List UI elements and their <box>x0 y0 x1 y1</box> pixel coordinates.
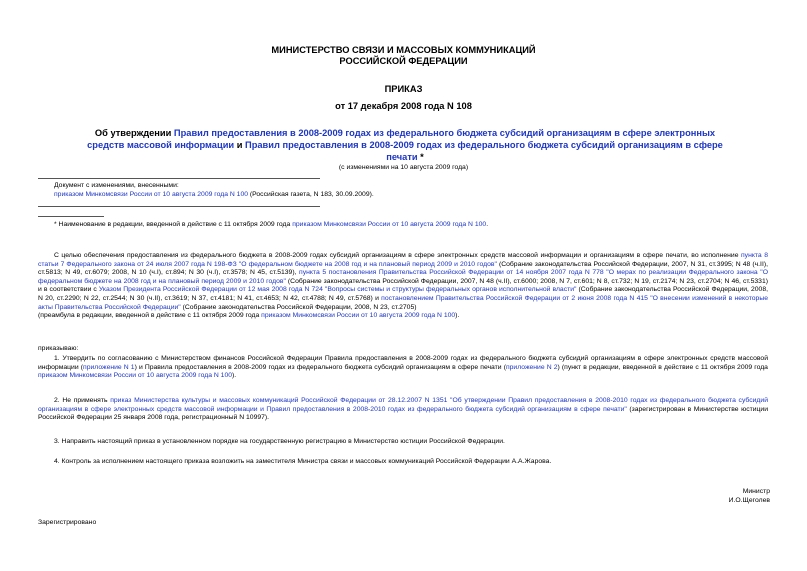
changes-link[interactable]: приказом Минкомсвязи России от 10 августа 2009 года N 100 <box>54 190 249 198</box>
doc-type: ПРИКАЗ <box>384 84 423 94</box>
appendix-2-link[interactable]: приложение N 2 <box>505 363 558 371</box>
item-1 <box>38 355 768 381</box>
resolution-415-link[interactable]: постановлением Правительства Российской Федерации от 2 июня 2008 года N 415 "О внесении изменений в некоторые акты Правительства Российской Федерации" <box>38 294 768 311</box>
item-2-text: (зарегистрирован в Министерстве юстиции Российской Федерации 25 января 2008 года, регистрационный N 10997). <box>38 405 768 422</box>
item-1-text: ) (пункт в редакции, введенной в действие с 11 октября 2009 года <box>557 363 768 371</box>
registered-label: Зарегистрировано <box>38 519 97 526</box>
title-mid: и <box>234 140 246 150</box>
changes-tail: (Российская газета, N 183, 30.09.2009). <box>248 190 374 198</box>
footnote-link[interactable]: приказом Минкомсвязи России от 10 августа 2009 года N 100 <box>292 221 487 228</box>
edition-note: (с изменениями на 10 августа 2009 года) <box>338 164 469 171</box>
preamble-text: (Собрание законодательства Российской Федерации, 2008, N 23, ст.2705) <box>180 303 417 311</box>
ministry-name <box>0 45 807 67</box>
changes-note <box>54 182 384 199</box>
preamble-text: (Собрание законодательства Российской Федерации, 2008, N 20, ст.2290; N 22, ст.2544; N 30 (ч.II), ст.3619; N 37, ст.4181; N 41, ст.4653; N 42, ст.4788; N 49, ст.5768) и <box>38 286 769 302</box>
divider <box>38 206 320 207</box>
footnote-divider <box>38 216 104 217</box>
appendix-1-link[interactable]: приложение N 1 <box>83 363 135 371</box>
signature-block <box>729 488 770 505</box>
preamble-text: (Собрание законодательства Российской Федерации, 2007, N 31, ст.3995; N 48 (ч.II), ст.5813; N 49, ст.6079; 2008, N 10 (ч.I), ст.894; N 30 (ч.I), ст.3578; N 45, ст.5139), <box>38 260 768 277</box>
footnote-tail: . <box>486 221 489 228</box>
item-1-text: ). <box>232 372 237 380</box>
resolution-778-link[interactable]: пункта 5 постановления Правительства Российской Федерации от 14 ноября 2007 года N 778 "О мерах по реализации Федерального закона "О федеральном бюджете на 2008 год и на плановый период 2009 и 2010 годов" <box>38 269 768 285</box>
preamble <box>38 252 768 321</box>
title-link-rules-media[interactable]: Правил предоставления в 2008-2009 годах из федерального бюджета субсидий организациям в сфере электронных средств массовой информации <box>87 128 716 150</box>
title-link-rules-print[interactable]: Правил предоставления в 2008-2009 годах из федерального бюджета субсидий организациям в сфере печати <box>245 140 723 162</box>
preamble-edition-link[interactable]: приказом Минкомсвязи России от 10 августа 2009 года N 100 <box>261 312 456 320</box>
law-198-fz-link[interactable]: пункта 8 статьи 7 Федерального закона от 24 июля 2007 года N 198-ФЗ "О федеральном бюджете на 2008 год и на плановый период 2009 и 2010 годов" <box>38 252 768 268</box>
title-prefix: Об утверждении <box>94 128 174 138</box>
item-3: 3. Направить настоящий приказ в установленном порядке на государственную регистрацию в Министерство юстиции Российской Федерации. <box>54 438 505 445</box>
ministry-line-2: РОССИЙСКОЙ ФЕДЕРАЦИИ <box>339 56 468 66</box>
preamble-edition-text: (преамбула в редакции, введенной в действие с 11 октября 2009 года <box>38 312 262 320</box>
item-2-text: 2. Не применять <box>54 397 111 404</box>
preamble-text: С целью обеспечения предоставления из федерального бюджета в 2008-2009 годах субсидий организациям в сфере электронных средств массовой информации и организациям в сфере печати, во исполнение <box>54 252 741 259</box>
doc-title <box>80 127 730 163</box>
title-suffix: * <box>417 152 424 162</box>
ministry-line-1: МИНИСТЕРСТВО СВЯЗИ И МАССОВЫХ КОММУНИКАЦИЙ <box>271 45 536 55</box>
signature-name: И.О.Щеголев <box>728 496 770 504</box>
item-1-order-link[interactable]: приказом Минкомсвязи России от 10 августа 2009 года N 100 <box>38 372 233 380</box>
item-1-text: 1. Утвердить по согласованию с Министерством финансов Российской Федерации Правила предоставления в 2008-2009 годах из федерального бюджета субсидий организациям в сфере электронных средств массовой информации ( <box>38 355 768 371</box>
doc-date-number: от 17 декабря 2008 года N 108 <box>335 101 472 111</box>
footnote-text: * Наименование в редакции, введенной в действие с 11 октября 2009 года <box>54 221 293 228</box>
item-4: 4. Контроль за исполнением настоящего приказа возложить на заместителя Министра связи и массовых коммуникаций Российской Федерации А.А.Жарова. <box>54 458 552 465</box>
decree-724-link[interactable]: Указом Президента Российской Федерации от 12 мая 2008 года N 724 "Вопросы системы и структуры федеральных органов исполнительной власти" <box>98 286 577 294</box>
divider <box>38 178 320 179</box>
changes-heading: Документ с изменениями, внесенными: <box>54 182 179 189</box>
item-2 <box>38 397 768 423</box>
signature-position: Министр <box>742 488 770 495</box>
order-word: приказываю: <box>38 345 79 352</box>
order-1351-link[interactable]: приказ Министерства культуры и массовых коммуникаций Российской Федерации от 28.12.2007 N 1351 "Об утверждении Правил предоставления в 2008-2010 годах из федерального бюджета субсидий организациям в сфере электронных средств массовой информации и Правил предоставления в 2008-2010 годах из федерального бюджета субсидий организациям в сфере печати" <box>38 397 768 413</box>
footnote <box>54 221 754 230</box>
preamble-text: ). <box>455 312 460 320</box>
item-1-text: ) и Правила предоставления в 2008-2009 годах из федерального бюджета субсидий организациям в сфере печати ( <box>134 363 506 371</box>
preamble-text: (Собрание законодательства Российской Федерации, 2007, N 48 (ч.II), ст.6000; 2008, N 7, ст.601; N 8, ст.732; N 19, ст.2174; N 23, ст.2704; N 46, ст.5331) и в соответствии с <box>38 277 768 294</box>
